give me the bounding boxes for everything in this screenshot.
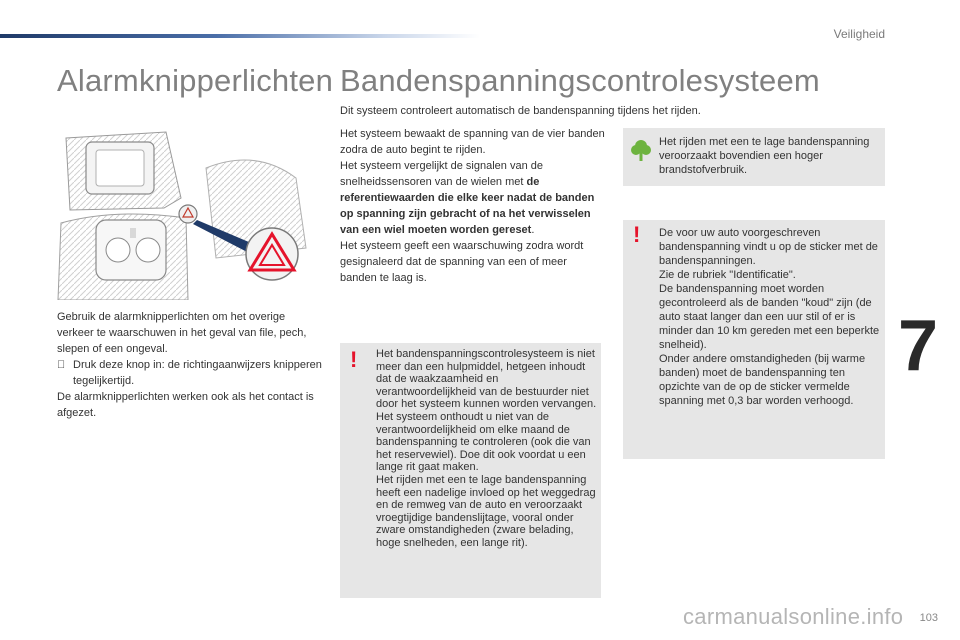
warning-p3: Het rijden met een te lage bandenspanning heeft een nadelige invloed op het weggedrag en de remweg van de auto en veroorzaakt vroegtijdige bandenslijtage, vooral onder zware omstandigheden (zware belading, hoge snelheden, een lange rit). — [376, 473, 596, 549]
warning-box — [340, 343, 601, 598]
tyre-pressure-title: Bandenspanningscontrolesysteem — [340, 63, 820, 98]
body-end: . — [531, 224, 535, 236]
hazard-bullet-text: Druk deze knop in: de richtingaanwijzers knipperen tegelijkertijd. — [73, 359, 322, 387]
hazard-bullet — [57, 357, 322, 389]
hazard-warning-icon — [246, 228, 298, 280]
hazard-lights-text — [57, 309, 322, 421]
hazard-button-illustration — [56, 128, 318, 300]
eco-text: Het rijden met een te lage bandenspanning veroorzaakt bovendien een hoger brandstofverbruik. — [659, 136, 870, 176]
warning-p2: Het systeem onthoudt u niet van de verantwoordelijkheid om elke maand de bandenspanning te controleren (ook die van het reservewiel). Doe dit ook voordat u een lange rit gaat maken. — [376, 410, 591, 474]
body-bold-text: de referentiewaarden die elke keer nadat de banden op spanning zijn gebracht of na het verwisselen van een wiel moeten worden gereset — [340, 176, 595, 236]
tyre-pressure-body — [340, 126, 605, 286]
body-paragraph-3: Het systeem geeft een waarschuwing zodra wordt gesignaleerd dat de spanning van een of meer banden te laag is. — [340, 240, 584, 284]
section-label: Veiligheid — [833, 27, 885, 41]
info-p3: De bandenspanning moet worden gecontroleerd als de banden "koud" zijn (de auto staat langer dan een uur stil of er is minder dan 10 km gereden met een beperkte snelheid). — [659, 283, 880, 351]
hazard-paragraph-1: Gebruik de alarmknipperlichten om het overige verkeer te waarschuwen in het geval van file, pech, slepen of een ongeval. — [57, 311, 307, 355]
body-paragraph-1: Het systeem bewaakt de spanning van de vier banden zodra de auto begint te rijden. — [340, 128, 605, 156]
info-p1: De voor uw auto voorgeschreven bandenspanning vindt u op de sticker met de bandenspanningen. — [659, 227, 878, 267]
eco-box — [623, 128, 885, 186]
watermark: carmanualsonline.info — [683, 604, 904, 629]
bullet-mark — [57, 357, 73, 389]
warning-p1: Het bandenspanningscontrolesysteem is niet meer dan een hulpmiddel, hetgeen inhoudt dat de waakzaamheid en verantwoordelijkheid van de bestuurder niet door het systeem kunnen worden vervangen. — [376, 348, 597, 411]
warning-content — [376, 348, 598, 550]
page-number: 103 — [919, 612, 938, 624]
hazard-lights-title: Alarmknipperlichten — [57, 63, 334, 98]
header-color-bar — [0, 34, 480, 38]
exclamation-icon: ! — [633, 222, 641, 247]
tyre-pressure-intro: Dit systeem controleert automatisch de bandenspanning tijdens het rijden. — [340, 105, 701, 117]
body-part-2: Het systeem vergelijkt de signalen van de snelheidssensoren van de wielen met — [340, 160, 543, 188]
hazard-paragraph-2: De alarmknipperlichten werken ook als het contact is afgezet. — [57, 391, 314, 419]
info-p4: Onder andere omstandigheden (bij warme banden) moet de bandenspanning ten opzichte van de op de sticker vermelde spanning met 0,3 bar worden verhoogd. — [659, 353, 866, 407]
chapter-number: 7 — [897, 306, 938, 386]
info-content — [659, 226, 881, 408]
body-paragraph-2 — [340, 158, 605, 238]
eco-tree-icon — [630, 138, 652, 162]
info-box — [623, 220, 885, 459]
info-p2: Zie de rubriek "Identificatie". — [659, 269, 796, 281]
exclamation-icon: ! — [350, 347, 358, 372]
